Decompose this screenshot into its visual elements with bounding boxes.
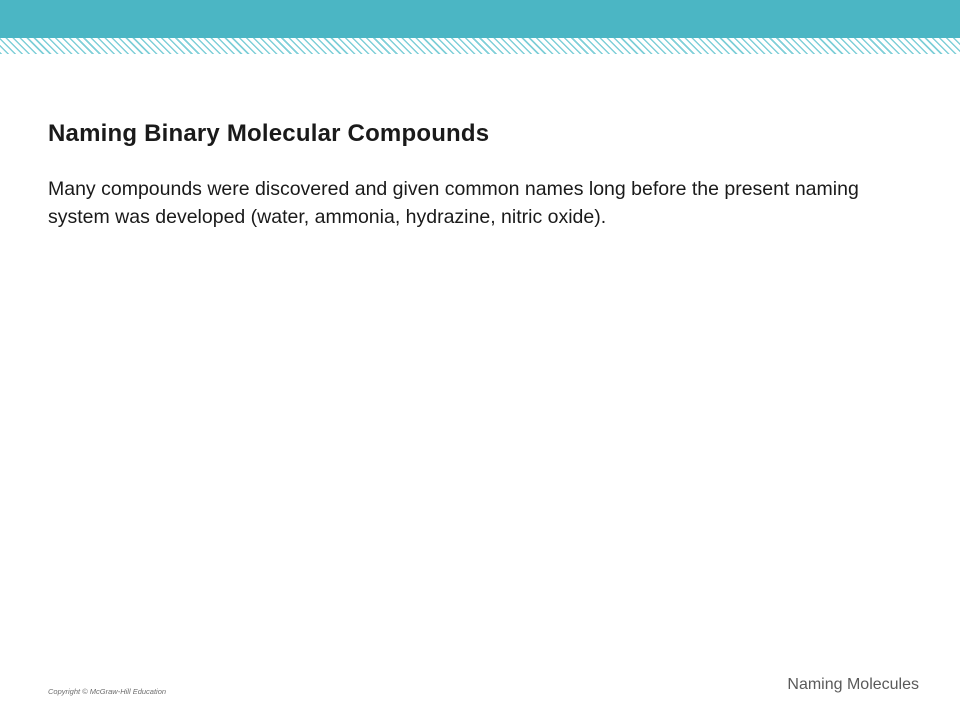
slide-title: Naming Binary Molecular Compounds [48,120,490,147]
footer-section-label: Naming Molecules [787,676,919,693]
slide-body-text: Many compounds were discovered and given common names long before the present naming system was developed (water, ammonia, hydrazine, nitric oxide). [48,178,859,228]
copyright-notice: Copyright © McGraw-Hill Education [48,687,167,696]
header-hatch-strip [0,38,960,54]
header-accent-band [0,0,960,38]
